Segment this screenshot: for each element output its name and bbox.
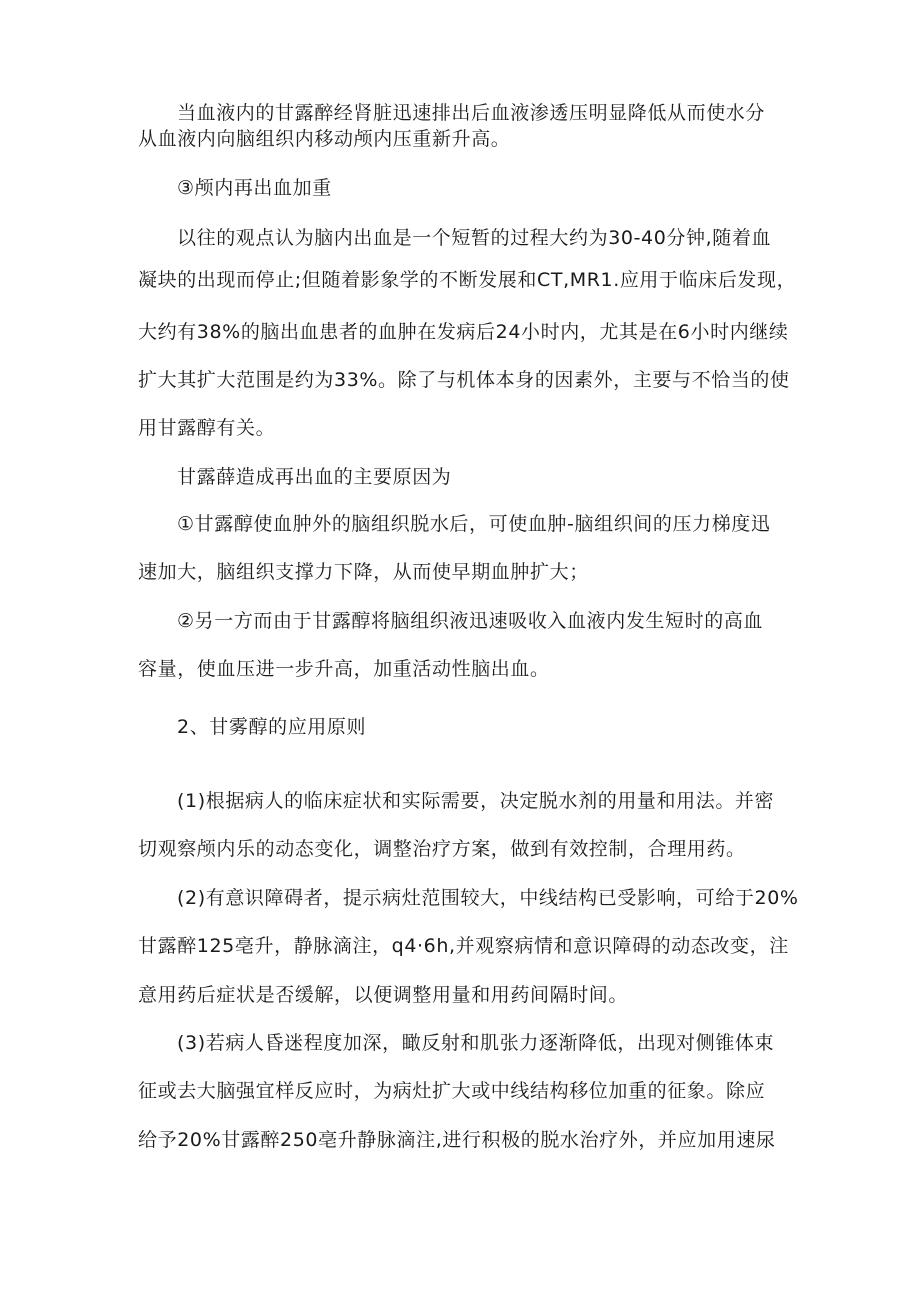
paragraph-1-line-2: 从血液内向脑组织内移动颅内压重新升高。 bbox=[138, 128, 511, 150]
paragraph-4-line-2: 容量，使血压进一步升高，加重活动性脑出血。 bbox=[138, 658, 550, 680]
paragraph-5-line-2: 切观察颅内乐的动态变化，调整治疗方案，做到有效控制，合理用药。 bbox=[138, 838, 746, 860]
section-heading-rebleeding-causes: 甘露薛造成再出血的主要原因为 bbox=[177, 466, 452, 488]
paragraph-2-line-2: 凝块的出现而停止;但随着影象学的不断发展和CT,MR1.应用于临床后发现， bbox=[138, 269, 797, 291]
paragraph-5-line-1: (1)根据病人的临床症状和实际需要，决定脱水剂的用量和用法。并密 bbox=[177, 790, 775, 812]
paragraph-6-line-3: 意用药后症状是否缓解，以便调整用量和用药间隔时间。 bbox=[138, 984, 629, 1006]
paragraph-7-line-1: (3)若病人昏迷程度加深，瞰反射和肌张力逐渐降低，出现对侧锥体束 bbox=[177, 1032, 775, 1054]
paragraph-6-line-2: 甘露醉125亳升，静脉滴注，q4·6h,并观察病情和意识障碍的动态改变，注 bbox=[138, 935, 789, 957]
paragraph-2-line-5: 用甘露醇有关。 bbox=[138, 417, 276, 439]
paragraph-7-line-3: 给予20%甘露醉250亳升静脉滴注,进行积极的脱水治疗外，并应加用速尿 bbox=[138, 1129, 776, 1151]
paragraph-4-line-1: ②另一方而由于甘露醇将脑组织液迅速吸收入血液内发生短时的高血 bbox=[177, 610, 764, 632]
paragraph-7-line-2: 征或去大脑强宜样反应时，为病灶扩大或中线结构移位加重的征象。除应 bbox=[138, 1080, 766, 1102]
paragraph-6-line-1: (2)有意识障碍者，提示病灶范围较大，中线结构已受影响，可给于20% bbox=[177, 887, 799, 909]
paragraph-1-line-1: 当血液内的甘露醉经肾脏迅速排出后血液渗透压明显降低从而使水分 bbox=[177, 102, 766, 124]
section-heading-intracranial-rebleeding: ③颅内再出血加重 bbox=[177, 177, 332, 199]
section-heading-application-principles: 2、甘雾醇的应用原则 bbox=[177, 716, 367, 738]
paragraph-2-line-1: 以往的观点认为脑内出血是一个短暂的过程大约为30-40分钟,随着血 bbox=[177, 227, 772, 249]
paragraph-2-line-3: 大约有38%的脑出血患者的血肿在发病后24小时内，尤其是在6小时内继续 bbox=[138, 321, 789, 343]
paragraph-3-line-2: 速加大，脑组织支撑力下降，从而使早期血肿扩大； bbox=[138, 561, 589, 583]
paragraph-3-line-1: ①甘露醇使血肿外的脑组织脱水后，可使血肿-脑组织间的压力梯度迅 bbox=[177, 513, 771, 535]
paragraph-2-line-4: 扩大其扩大范围是约为33%。除了与机体本身的因素外，主要与不恰当的使 bbox=[138, 369, 790, 391]
